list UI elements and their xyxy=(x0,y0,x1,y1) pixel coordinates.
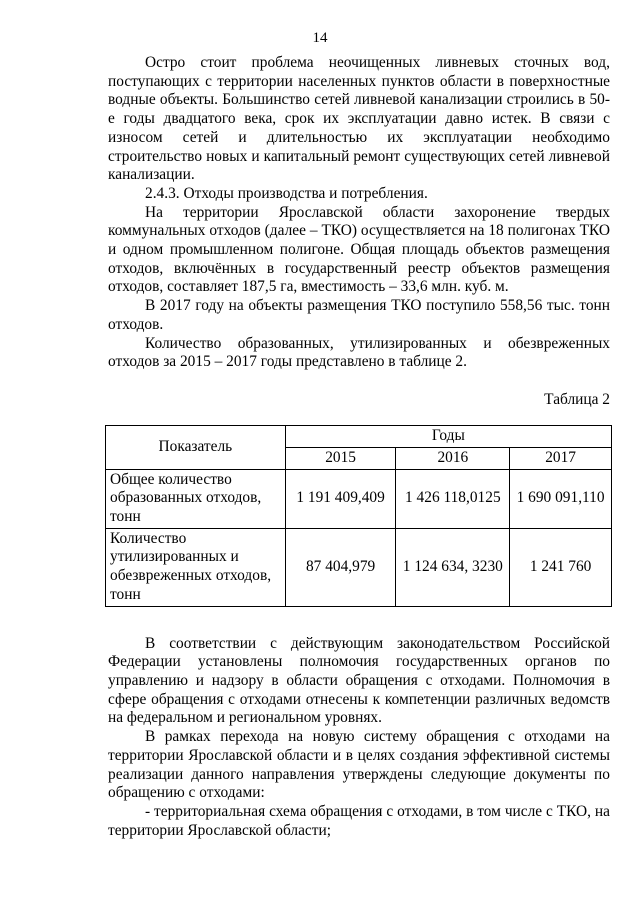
cell-recycled-2015: 87 404,979 xyxy=(285,528,396,606)
cell-generated-2016: 1 426 118,0125 xyxy=(396,469,510,528)
table-caption: Таблица 2 xyxy=(544,390,610,408)
header-indicator: Показатель xyxy=(106,425,286,469)
cell-recycled-2017: 1 241 760 xyxy=(510,528,612,606)
table-header-row xyxy=(106,425,612,447)
cell-recycled-2016: 1 124 634, 3230 xyxy=(396,528,510,606)
waste-table xyxy=(105,425,612,607)
row-label-recycled: Количество утилизированных и обезвреженных отходов, тонн xyxy=(106,528,286,606)
paragraph-2017-intake: В 2017 году на объекты размещения ТКО поступило 558,56 тыс. тонн отходов. xyxy=(108,297,610,333)
document-body xyxy=(108,54,610,840)
page-number: 14 xyxy=(312,30,328,46)
row-label-generated: Общее количество образованных отходов, тонн xyxy=(106,469,286,528)
header-year-2016: 2016 xyxy=(396,447,510,469)
table-row xyxy=(106,528,612,606)
header-year-2015: 2015 xyxy=(285,447,396,469)
header-years-group: Годы xyxy=(285,425,611,447)
post-table-section xyxy=(108,635,610,841)
paragraph-new-system: В рамках перехода на новую систему обращения с отходами на территории Ярославской области и в целях создания эффективной системы реализации данного направления утверждены следующие документы по обращению с отходами: xyxy=(108,728,610,802)
table-row xyxy=(106,469,612,528)
paragraph-legislation: В соответствии с действующим законодательством Российской Федерации установлены полномочия государственных органов по управлению и надзору в области обращения с отходами. Полномочия в сфере обращения с отходами отнесены к компетенции различных ведомств на федеральном и региональном уровнях. xyxy=(108,634,610,727)
section-heading-waste: 2.4.3. Отходы производства и потребления. xyxy=(145,184,428,202)
paragraph-stormwater: Остро стоит проблема неочищенных ливневых сточных вод, поступающих с территории населенных пунктов области в поверхностные водные объекты. Большинство сетей ливневой канализации строились в 50-е годы двадцатого века, срок их эксплуатации давно истек. В связи с износом сетей и длительностью их эксплуатации необходимо строительство новых и капитальный ремонт существующих сетей ливневой канализации. xyxy=(108,54,610,184)
cell-generated-2017: 1 690 091,110 xyxy=(510,469,612,528)
list-item-territorial-scheme: - территориальная схема обращения с отходами, в том числе с ТКО, на территории Ярославской области; xyxy=(108,802,610,839)
cell-generated-2015: 1 191 409,409 xyxy=(285,469,396,528)
header-year-2017: 2017 xyxy=(510,447,612,469)
paragraph-table-intro: Количество образованных, утилизированных и обезвреженных отходов за 2015 – 2017 годы представлено в таблице 2. xyxy=(108,334,610,371)
paragraph-landfills: На территории Ярославской области захоронение твердых коммунальных отходов (далее – ТКО) осуществляется на 18 полигонах ТКО и одном промышленном полигоне. Общая площадь объектов размещения отходов, включённых в государственный реестр объектов размещения отходов, составляет 187,5 га, вместимость – 33,6 млн. куб. м. xyxy=(108,203,610,296)
